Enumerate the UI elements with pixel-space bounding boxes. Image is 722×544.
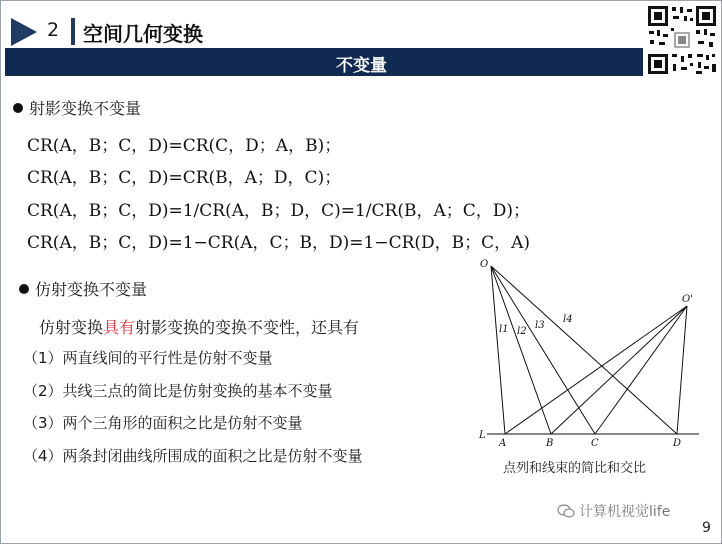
ray-O-C [491, 266, 595, 434]
banner-bar [5, 48, 643, 76]
formula-3: CR(A，B；C，D)=1/CR(A，B；D，C)=1/CR(B，A；C，D)； [27, 201, 531, 221]
cross-ratio-diagram [477, 256, 709, 458]
intro-text-before: 仿射变换 [39, 318, 104, 337]
section-title: 空间几何变换 [83, 22, 203, 46]
bullet-icon [19, 284, 29, 294]
banner-title: 不变量 [336, 56, 387, 76]
label-B: B [546, 438, 554, 449]
watermark-text: 计算机视觉life [579, 504, 671, 520]
affine-heading-text: 仿射变换不变量 [35, 280, 148, 299]
ray-O-D [491, 266, 677, 434]
label-L: L [479, 430, 486, 441]
intro-text-after: 射影变换的变换不变性，还具有 [135, 318, 360, 337]
label-D: D [673, 438, 682, 449]
affine-heading [19, 277, 147, 300]
affine-item-1: （1）两直线间的平行性是仿射不变量 [23, 349, 273, 367]
affine-intro [39, 315, 359, 338]
ray-O2-C [595, 306, 687, 434]
label-l3: l3 [535, 320, 545, 331]
affine-item-3: （3）两个三角形的面积之比是仿射不变量 [23, 414, 303, 432]
formula-2: CR(A，B；C，D)=CR(B，A；D，C)； [27, 168, 342, 188]
label-O-prime: O' [682, 294, 693, 305]
play-arrow-icon [11, 18, 37, 46]
ray-O-B [491, 266, 551, 434]
intro-highlight: 具有 [103, 318, 136, 337]
ray-O2-B [551, 306, 687, 434]
header-divider [71, 18, 75, 45]
label-O: O [480, 259, 489, 270]
affine-item-2: （2）共线三点的简比是仿射变换的基本不变量 [23, 382, 333, 400]
bullet-icon [13, 103, 23, 113]
projective-heading [13, 96, 141, 119]
wechat-icon [557, 504, 575, 518]
ray-O2-A [505, 306, 687, 434]
affine-item-4: （4）两条封闭曲线所围成的面积之比是仿射不变量 [23, 447, 363, 465]
label-l2: l2 [517, 326, 527, 337]
formula-4: CR(A，B；C，D)=1−CR(A，C；B，D)=1−CR(D，B；C，A) [27, 233, 531, 253]
qr-code-icon [646, 4, 718, 76]
ray-O-A [491, 266, 505, 434]
page-number: 9 [702, 520, 711, 536]
formula-1: CR(A，B；C，D)=CR(C，D；A，B)； [27, 136, 342, 156]
diagram-caption: 点列和线束的简比和交比 [503, 461, 647, 476]
watermark [557, 501, 670, 521]
label-l4: l4 [563, 314, 573, 325]
label-A: A [499, 438, 507, 449]
ray-O2-D [677, 306, 687, 434]
label-C: C [591, 438, 599, 449]
label-l1: l1 [499, 324, 509, 335]
section-number: 2 [47, 19, 60, 41]
projective-heading-text: 射影变换不变量 [29, 99, 142, 118]
